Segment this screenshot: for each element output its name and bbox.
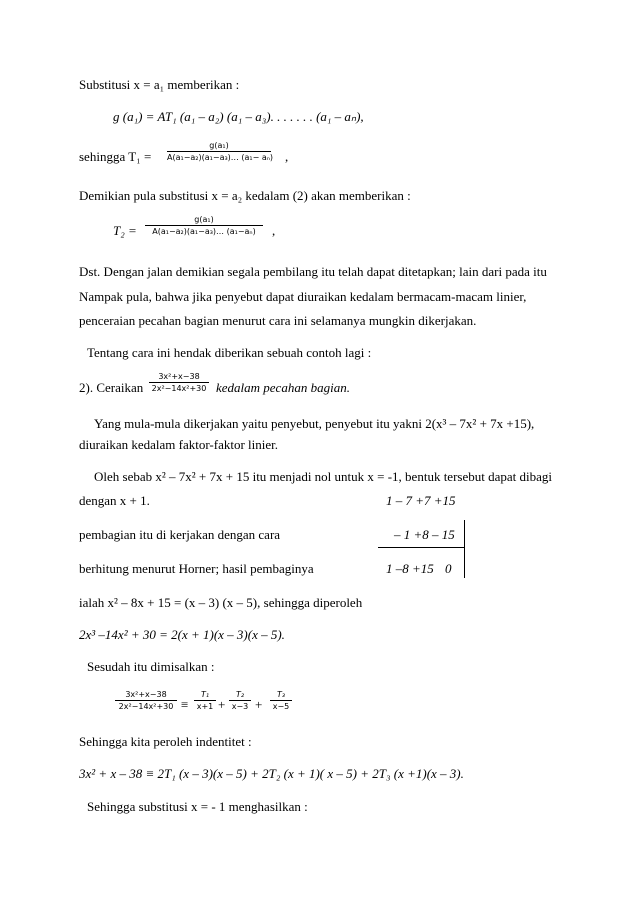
- plus-sign: +: [255, 697, 263, 712]
- equation-identity: 3x² + x – 38 ≡ 2T₁ (x – 3)(x – 5) + 2T₂ (x + 1)( x – 5) + 2T₃ (x +1)(x – 3).: [79, 766, 464, 781]
- fraction-t2: [145, 215, 263, 236]
- line-demikian: Demikian pula substitusi x = a₂ kedalam (2) akan memberikan :: [79, 188, 411, 203]
- text-kedalam-pecahan: kedalam pecahan bagian.: [216, 380, 350, 395]
- paragraph-line: 2x³ –14x² + 30 = 2(x + 1)(x – 3)(x – 5).: [79, 627, 285, 642]
- fraction-lhs-numerator: 3x²+x−38: [125, 690, 167, 699]
- line-substitution-a1: Substitusi x = a₁ memberikan :: [79, 77, 240, 92]
- line-sehingga-t1: sehingga T₁ =: [79, 149, 152, 164]
- fraction-t1-partial-numerator: T₁: [200, 690, 210, 699]
- fraction-t2-partial-numerator: T₂: [235, 690, 245, 699]
- line-substitusi-minus-one: Sehingga substitusi x = - 1 menghasilkan :: [87, 799, 308, 814]
- paragraph-line: penceraian pecahan bagian menurut cara ini selamanya mungkin dikerjakan.: [79, 313, 477, 328]
- paragraph-line: diuraikan kedalam faktor-faktor linier.: [79, 437, 278, 452]
- horner-row-quotient: 1 –8 +15: [386, 561, 434, 576]
- paragraph-line: pembagian itu di kerjakan dengan cara: [79, 527, 281, 542]
- comma-t2: ,: [272, 223, 276, 238]
- plus-sign: +: [218, 697, 226, 712]
- fraction-ceraikan-denominator: 2x²−14x²+30: [151, 384, 207, 393]
- fraction-t2-denominator: A(a₁−a₂)(a₁−a₃)… (a₁−aₙ): [152, 227, 256, 236]
- fraction-t1-denominator: A(a₁−a₂)(a₁−a₃)… (a₁− aₙ): [167, 153, 274, 162]
- horner-remainder: 0: [445, 561, 452, 576]
- line-indentitet: Sehingga kita peroleh indentitet :: [79, 734, 252, 749]
- paragraph-line: dengan x + 1.: [79, 493, 150, 508]
- fraction-lhs: [115, 690, 177, 711]
- fraction-t1-partial-denominator: x+1: [196, 702, 214, 711]
- fraction-t3-partial-numerator: T₃: [276, 690, 286, 699]
- fraction-t2-partial: [229, 690, 251, 711]
- identity-symbol: ≡: [181, 697, 189, 712]
- paragraph-line: berhitung menurut Horner; hasil pembaginya: [79, 561, 314, 576]
- fraction-t1-numerator: g(a₁): [209, 141, 229, 150]
- paragraph-line: Yang mula-mula dikerjakan yaitu penyebut, penyebut itu yakni 2(x³ – 7x² + 7x +15),: [94, 416, 535, 431]
- horner-row-coefficients: 1 – 7 +7 +15: [386, 493, 456, 508]
- fraction-ceraikan-numerator: 3x²+x−38: [158, 372, 200, 381]
- horner-divider-line: [378, 547, 464, 548]
- paragraph-line: Nampak pula, bahwa jika penyebut dapat diuraikan kedalam bermacam-macam linier,: [79, 289, 527, 304]
- fraction-t2-partial-denominator: x−3: [231, 702, 249, 711]
- fraction-t1-partial: [194, 690, 216, 711]
- comma-t1: ,: [285, 149, 289, 164]
- horner-row-products: – 1 +8 – 15: [394, 527, 455, 542]
- fraction-t3-partial-denominator: x−5: [272, 702, 290, 711]
- fraction-t1: [167, 141, 274, 162]
- line-tentang: Tentang cara ini hendak diberikan sebuah contoh lagi :: [87, 345, 372, 360]
- fraction-t2-numerator: g(a₁): [194, 215, 214, 224]
- horner-vertical-line: [464, 520, 465, 578]
- label-t2: T₂ =: [113, 223, 137, 238]
- paragraph-line: Oleh sebab x² – 7x² + 7x + 15 itu menjadi nol untuk x = -1, bentuk tersebut dapat dibagi: [94, 469, 552, 484]
- line-dimisalkan: Sesudah itu dimisalkan :: [87, 659, 215, 674]
- fraction-ceraikan: [149, 372, 209, 393]
- paragraph-line: ialah x² – 8x + 15 = (x – 3) (x – 5), sehingga diperoleh: [79, 595, 363, 610]
- paragraph-line: Dst. Dengan jalan demikian segala pembilang itu telah dapat ditetapkan; lain dari pada itu: [79, 264, 547, 279]
- fraction-t3-partial: [270, 690, 292, 711]
- line-ceraikan: 2). Ceraikan: [79, 380, 144, 395]
- fraction-lhs-denominator: 2x²−14x²+30: [118, 702, 174, 711]
- equation-g-a1: g (a₁) = AT₁ (a₁ – a₂) (a₁ – a₃). . . . . . . (a₁ – aₙ),: [113, 109, 364, 124]
